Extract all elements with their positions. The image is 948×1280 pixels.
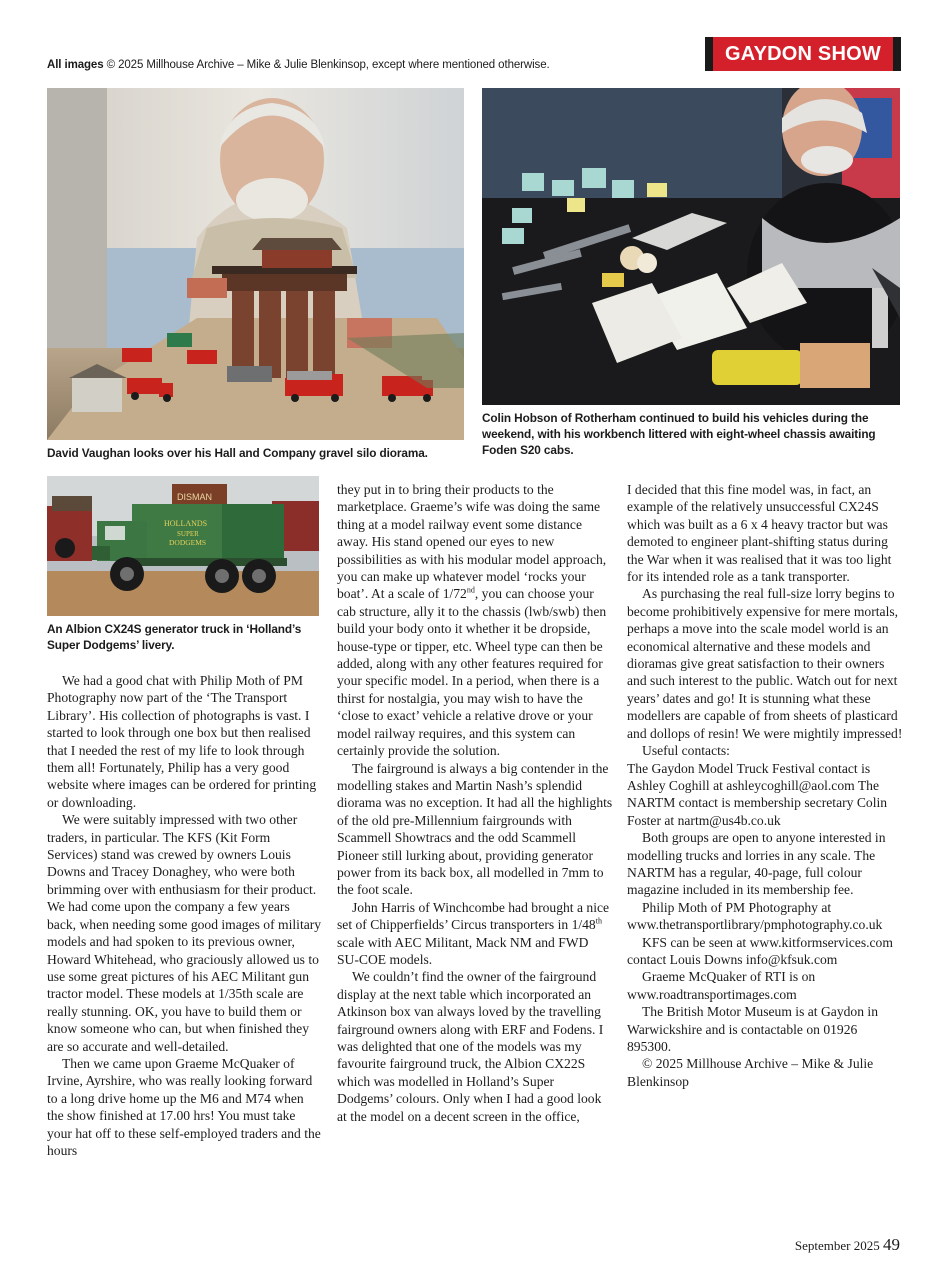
paragraph: I decided that this fine model was, in fact, an example of the relatively unsuccessful CX24S which was built as a 6 x 4 heavy tractor but was demoted to engineer plant-shifting status during the War when it was realised that it was too light for its intended role as a tank transporter. [627, 482, 892, 585]
credit-text: © 2025 Millhouse Archive – Mike & Julie Blenkinsop, except where mentioned otherwise. [103, 59, 550, 71]
image-credit-line [47, 59, 550, 71]
paragraph: We had a good chat with Philip Moth of PM Photography now part of the ‘The Transport Library’. His collection of photographs is vast. I started to look through one box but then realised that I needed the rest of my life to look through them all! Fortunately, Philip has a very good website where images can be ordered for printing or downloading. [47, 673, 317, 810]
paragraph: John Harris of Winchcombe had brought a nice set of Chipperfields’ Circus transporters in 1/48th scale with AEC Militant, Mack NM and FWD SU-COE models. [337, 899, 610, 967]
contact-british-motor-museum: The British Motor Museum is at Gaydon in Warwickshire and is contactable on 01926 895300. [627, 1004, 878, 1054]
issue-date: September 2025 [794, 1238, 880, 1253]
contact-rti: Graeme McQuaker of RTI is on www.roadtransportimages.com [627, 969, 816, 1002]
paragraph: they put in to bring their products to the marketplace. Graeme’s wife was doing the same thing at a model railway event some distance away. His stand opened our eyes to new possibilities as with his modular model approach, you can make up whatever model ‘rocks your boat’. At a scale of 1/72nd, you can choose your cab structure, ally it to the chassis (lwb/swb) then build your body onto it whether it be dropside, house-type or tipper, etc. Wheel type can then be added, along with any other features required for your specific model. In a period, when there is a thirst for nostalgia, you may wish to have the ‘close to exact’ vehicle a relative drove or your model railway requires, and this system can certainly provide the solution. [337, 482, 607, 759]
contact-gaydon-nartm: The Gaydon Model Truck Festival contact is Ashley Coghill at ashleycoghill@aol.com The NARTM contact is membership secretary Colin Foster at nartm@us4b.co.uk [627, 760, 888, 828]
workbench-photo [482, 88, 900, 405]
credit-bold: All images [47, 59, 104, 71]
truck-caption: An Albion CX24S generator truck in ‘Holland’s Super Dodgems’ livery. [47, 622, 302, 652]
paragraph: Both groups are open to anyone interested in modelling trucks and lorries in any scale. The NARTM has a regular, 40-page, full colour magazine included in its membership fee. [627, 830, 886, 898]
paragraph: Then we came upon Graeme McQuaker of Irvine, Ayrshire, who was really looking forward to a long drive home up the M6 and M74 when the show finished at 17.00 hrs! You must take your hat off to these self-employed traders and the hours [47, 1055, 321, 1158]
diorama-photo [47, 88, 464, 440]
contacts-heading: Useful contacts: [642, 743, 730, 759]
section-tag [705, 37, 901, 71]
section-tag-label: GAYDON SHOW [713, 37, 893, 71]
copyright-line: © 2025 Millhouse Archive – Mike & Julie Blenkinsop [627, 1056, 874, 1089]
workbench-caption: Colin Hobson of Rotherham continued to build his vehicles during the weekend, with his workbench littered with eight-wheel chassis awaiting Foden S20 cabs. [482, 411, 876, 457]
article-column-2 [337, 481, 613, 1125]
article-column-3 [627, 481, 903, 1090]
svg-text:DISMAN: DISMAN [177, 492, 213, 502]
page-number: 49 [883, 1235, 900, 1254]
paragraph: The fairground is always a big contender in the modelling stakes and Martin Nash’s splendid diorama was no exception. It had all the highlights of the old pre-Millennium fairgrounds with Scammell Showtracs and the odd Scammell Pioneer still lurking about, providing generator power from its back box, all modelled in 7mm to the foot scale. [337, 760, 613, 898]
truck-livery-line3: DODGEMS [169, 538, 207, 547]
paragraph: We were suitably impressed with two other traders, in particular. The KFS (Kit Form Services) stand was crewed by owners Louis Downs and Tracey Donaghey, who were both brimming over with enthusiasm for their product. We had come upon the company a few years back, when needing some good images of military models and had spoken to its previous owner, Howard Whitehead, who graciously allowed us to use some great pictures of his AEC Militant gun tractor model. These models at 1/35th scale are really stunning. OK, you have to build them or know someone who can, but when finished they are so accurate and well-detailed. [47, 812, 322, 1054]
truck-livery-line2: SUPER [177, 530, 199, 538]
article-column-1 [47, 672, 322, 1159]
paragraph: We couldn’t find the owner of the fairground display at the next table which incorporated an Atkinson box van always loved by the travelling fairground owners along with ERF and Fodens. I was delighted that one of the models was my favourite fairground truck, the Albion CX22S which was modelled in Holland’s Super Dodgems’ colours. Only when I had a good look at the model on a decent screen in the office, [337, 969, 604, 1124]
paragraph: As purchasing the real full-size lorry begins to become prohibitively expensive for mere mortals, perhaps a move into the scale model world is an economical alternative and these models and dioramas give great satisfaction to their owners and such interest to the public. Watch out for next years’ dates and go! It is stunning what these modellers are capable of from sheets of plasticard and dollops of resin! We were mightily impressed! [627, 586, 903, 741]
truck-photo [47, 476, 319, 616]
contact-kfs: KFS can be seen at www.kitformservices.com contact Louis Downs info@kfsuk.com [627, 934, 893, 967]
contact-pm-photography: Philip Moth of PM Photography at www.thetransportlibrary/pmphotography.co.uk [627, 899, 883, 933]
truck-livery-line1: HOLLANDS [164, 519, 208, 528]
page-footer [795, 1235, 900, 1255]
diorama-caption: David Vaughan looks over his Hall and Company gravel silo diorama. [47, 446, 428, 460]
